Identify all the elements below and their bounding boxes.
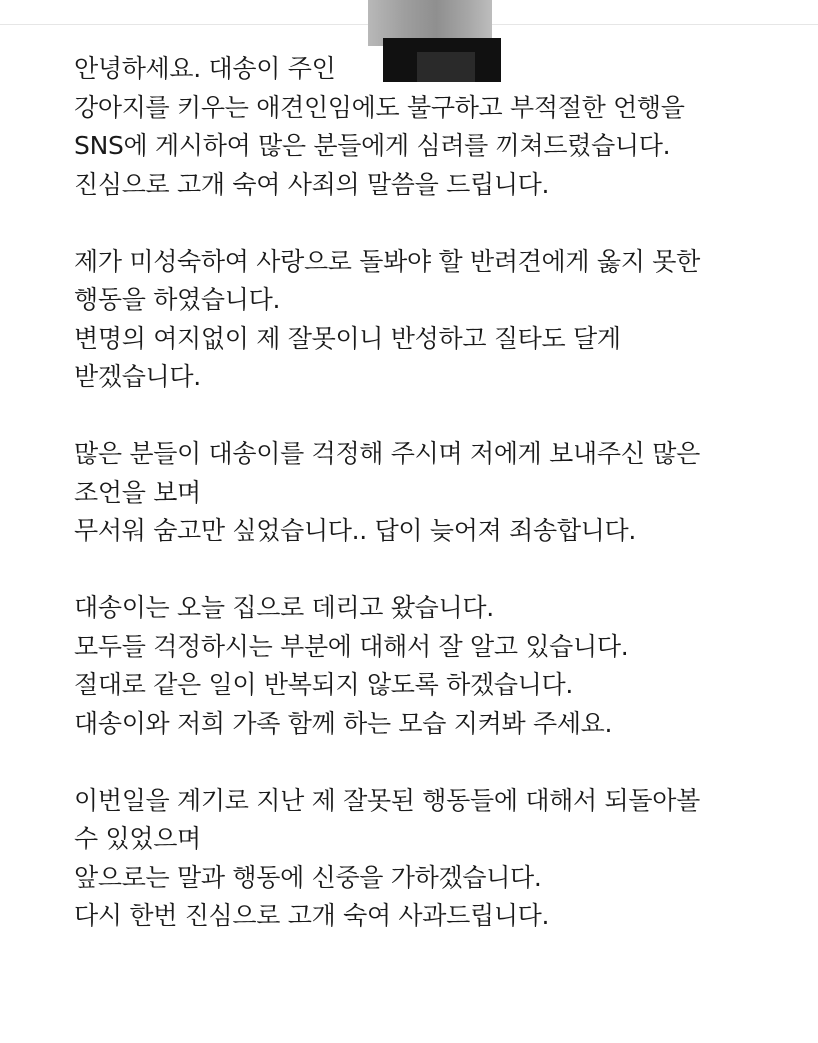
text-line: 많은 분들이 대송이를 걱정해 주시며 저에게 보내주신 많은: [74, 439, 700, 468]
text-line: 변명의 여지없이 제 잘못이니 반성하고 질타도 달게: [74, 323, 621, 353]
paragraph-gap: [74, 397, 794, 436]
paragraph-confession: [74, 243, 794, 397]
text-line: 받겠습니다.: [74, 362, 201, 391]
text-line: 절대로 같은 일이 반복되지 않도록 하겠습니다.: [74, 670, 574, 699]
text-line: 대송이와 저희 가족 함께 하는 모습 지켜봐 주세요.: [74, 708, 613, 738]
text-line: SNS에 게시하여 많은 분들에게 심려를 끼쳐드렸습니다.: [74, 131, 671, 160]
text-line: 무서워 숨고만 싶었습니다.. 답이 늦어져 죄송합니다.: [74, 516, 637, 545]
paragraph-gap: [74, 204, 794, 243]
apology-post-text: [74, 50, 794, 936]
text-line: 이번일을 계기로 지난 제 잘못된 행동들에 대해서 되돌아볼: [74, 785, 700, 815]
text-line: 다시 한번 진심으로 고개 숙여 사과드립니다.: [74, 901, 550, 930]
redaction-block: [383, 38, 501, 82]
text-line: 진심으로 고개 숙여 사죄의 말씀을 드립니다.: [74, 169, 550, 199]
paragraph-gap: [74, 743, 794, 782]
text-line-start: 안녕하세요. 대송이 주인: [74, 54, 344, 83]
text-line: 강아지를 키우는 애견인임에도 불구하고 부적절한 언행을: [74, 92, 685, 122]
paragraph-gap: [74, 551, 794, 590]
paragraph-update: [74, 589, 794, 743]
text-line: 대송이는 오늘 집으로 데리고 왔습니다.: [74, 593, 494, 622]
paragraph-closing: [74, 782, 794, 936]
text-line: 제가 미성숙하여 사랑으로 돌봐야 할 반려견에게 옳지 못한: [74, 246, 700, 276]
text-line: 앞으로는 말과 행동에 신중을 가하겠습니다.: [74, 862, 542, 892]
paragraph-concern: [74, 435, 794, 551]
text-line: 모두들 걱정하시는 부분에 대해서 잘 알고 있습니다.: [74, 631, 629, 661]
text-line: 조언을 보며: [74, 477, 201, 507]
text-line: 수 있었으며: [74, 824, 201, 853]
text-line: 행동을 하였습니다.: [74, 285, 281, 314]
